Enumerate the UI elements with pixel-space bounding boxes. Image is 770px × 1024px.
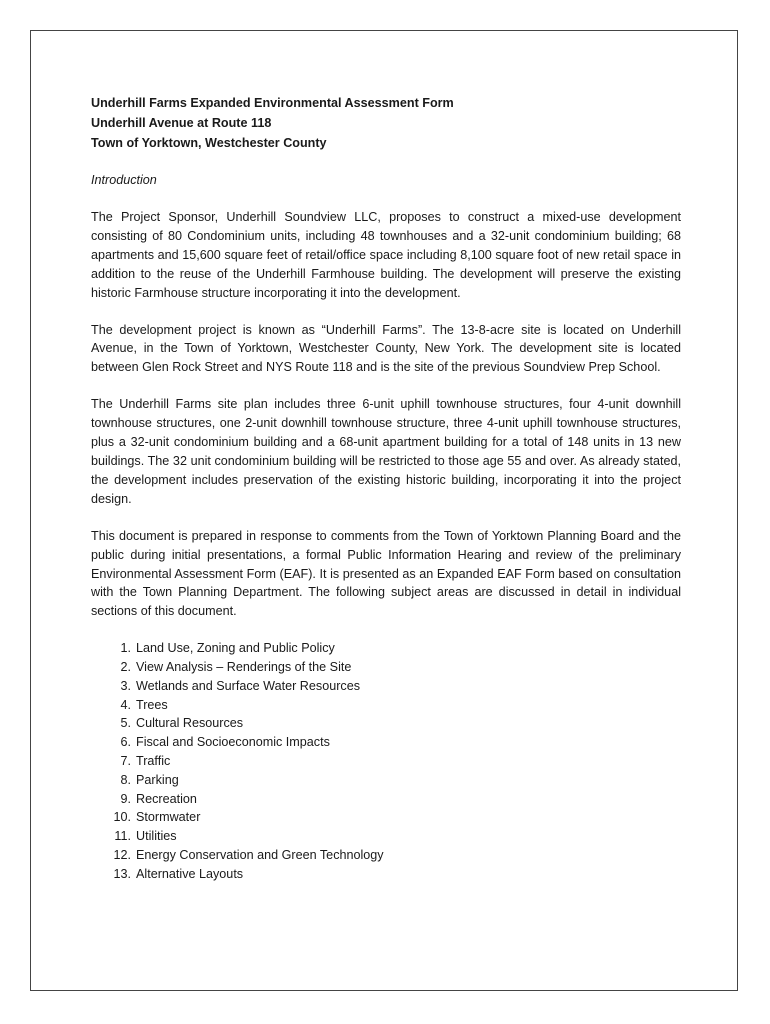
document-location: Underhill Avenue at Route 118	[91, 116, 272, 130]
list-item-label: Stormwater	[136, 810, 201, 825]
list-item-label: Parking	[136, 772, 179, 787]
list-item	[91, 771, 681, 790]
paragraph-site-plan: The Underhill Farms site plan includes three 6-unit uphill townhouse structures, four 4-unit downhill townhouse structures, one 2-unit downhill townhouse structure, three 4-unit uphill townhouse structures, plus a 32-unit condominium building and a 68-unit apartment building for a total of 148 units in 13 new buildings. The 32 unit condominium building will be restricted to those age 55 and over. As already stated, the development includes preservation of the existing historic building, incorporating it into the project design.	[91, 397, 681, 506]
list-item	[91, 790, 681, 809]
list-item-label: Alternative Layouts	[136, 866, 244, 881]
list-item	[91, 696, 681, 715]
subject-areas-list	[91, 639, 681, 883]
list-item-label: Traffic	[136, 754, 171, 768]
list-item-label: Trees	[136, 697, 168, 712]
list-item-number: 7.	[120, 754, 131, 768]
list-item	[91, 658, 681, 677]
list-item-number: 4.	[120, 697, 131, 712]
list-item-number: 6.	[120, 735, 131, 750]
list-item	[91, 733, 681, 752]
list-item-label: View Analysis – Renderings of the Site	[136, 660, 352, 675]
list-item-number: 5.	[120, 716, 131, 731]
list-item-label: Utilities	[136, 829, 177, 844]
list-item-number: 10.	[113, 810, 131, 825]
paragraph-document-purpose: This document is prepared in response to comments from the Town of Yorktown Planning Board and the public during initial presentations, a formal Public Information Hearing and review of the preliminary Environmental Assessment Form (EAF). It is presented as an Expanded EAF Form based on consultation with the Town Planning Department. The following subject areas are discussed in detail in individual sections of this document.	[91, 528, 681, 619]
list-item-label: Cultural Resources	[136, 716, 244, 731]
list-item	[91, 677, 681, 696]
list-item-number: 3.	[120, 678, 131, 693]
list-item	[91, 827, 681, 846]
list-item	[91, 752, 681, 771]
list-item	[91, 639, 681, 658]
intro-heading: Introduction	[91, 173, 157, 187]
document-content	[91, 93, 681, 900]
list-item	[91, 865, 681, 884]
list-item-number: 1.	[120, 641, 131, 656]
list-item-number: 2.	[120, 660, 131, 675]
paragraph-site-location: The development project is known as “Underhill Farms”. The 13-8-acre site is located on Underhill Avenue, in the Town of Yorktown, Westchester County, New York. The development site is located between Glen Rock Street and NYS Route 118 and is the site of the previous Soundview Prep School.	[91, 322, 681, 375]
list-item-label: Energy Conservation and Green Technology	[136, 847, 384, 862]
list-item	[91, 808, 681, 827]
list-item-number: 12.	[113, 847, 131, 862]
list-item-label: Land Use, Zoning and Public Policy	[136, 641, 335, 656]
list-item-label: Recreation	[136, 791, 197, 806]
list-item-number: 9.	[120, 791, 131, 806]
paragraph-project-sponsor: The Project Sponsor, Underhill Soundview LLC, proposes to construct a mixed-use development consisting of 80 Condominium units, including 48 townhouses and a 32-unit condominium building; 68 apartments and 15,600 square feet of retail/office space including 8,100 square foot of new retail space in addition to the reuse of the Underhill Farmhouse building. The development will preserve the existing historic Farmhouse structure incorporating it into the development.	[91, 210, 681, 300]
list-item	[91, 846, 681, 865]
list-item-label: Fiscal and Socioeconomic Impacts	[136, 735, 330, 750]
document-title: Underhill Farms Expanded Environmental Assessment Form	[91, 96, 454, 110]
list-item-number: 8.	[120, 772, 131, 787]
document-municipality: Town of Yorktown, Westchester County	[91, 136, 327, 150]
list-item-label: Wetlands and Surface Water Resources	[136, 678, 360, 693]
document-page	[30, 30, 738, 991]
list-item-number: 11.	[114, 829, 131, 844]
list-item-number: 13.	[113, 866, 131, 881]
list-item	[91, 714, 681, 733]
document-title-block	[91, 93, 681, 153]
